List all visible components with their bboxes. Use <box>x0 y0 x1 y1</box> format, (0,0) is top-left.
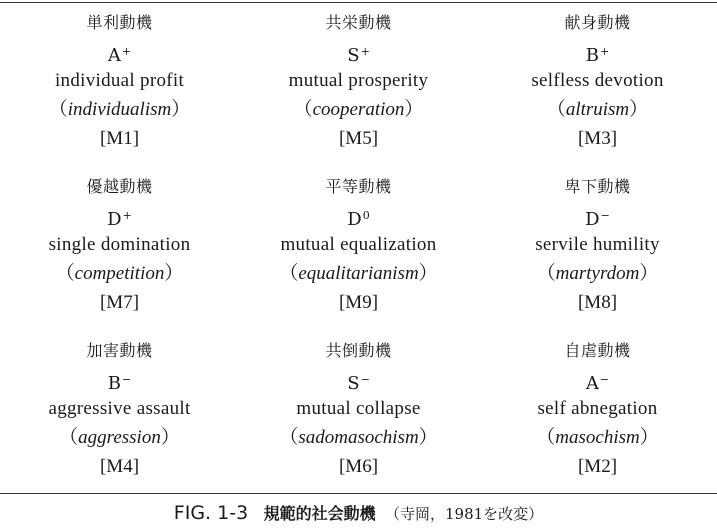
motive-code: [M6] <box>338 456 379 477</box>
motive-category-term: martyrdom <box>555 263 640 284</box>
motive-symbol-sign: − <box>600 209 610 222</box>
motive-symbol-sign: + <box>122 209 132 222</box>
figure-source: （寺岡，1981を改変） <box>385 505 544 523</box>
motive-japanese-name: 加害動機 <box>86 341 153 360</box>
motive-symbol <box>478 365 717 394</box>
motive-symbol <box>478 201 717 230</box>
grid-row <box>0 172 717 336</box>
motive-grid <box>0 8 717 500</box>
motive-code: [M8] <box>577 292 618 313</box>
motive-japanese-name: 共倒動機 <box>325 341 392 360</box>
motive-english-name: selfless devotion <box>531 70 664 91</box>
figure-number: FIG. 1-3 <box>173 502 249 524</box>
motive-category: （equalitarianism） <box>279 263 438 284</box>
motive-category-term: aggression <box>78 427 161 448</box>
motive-code: [M9] <box>338 292 379 313</box>
motive-symbol-letter: A <box>585 373 599 394</box>
motive-symbol-sign: − <box>360 373 370 386</box>
motive-english-name: mutual collapse <box>296 398 421 419</box>
motive-cell <box>478 336 717 500</box>
motive-category-term: sadomasochism <box>298 427 419 448</box>
bottom-rule <box>0 493 717 494</box>
motive-cell <box>478 8 717 172</box>
motive-symbol-letter: A <box>107 45 121 66</box>
motive-category: （martyrdom） <box>536 263 659 284</box>
motive-category-term: masochism <box>555 427 640 448</box>
motive-code-value: M9 <box>345 292 372 313</box>
motive-english-name: aggressive assault <box>48 398 191 419</box>
motive-symbol-letter: D <box>585 209 600 230</box>
motive-symbol-letter: S <box>347 373 360 394</box>
figure-title: 規範的社会動機 <box>263 504 376 523</box>
motive-symbol-letter: B <box>585 45 599 66</box>
motive-symbol <box>239 365 478 394</box>
motive-category: （cooperation） <box>293 99 424 120</box>
motive-category: （competition） <box>55 263 184 284</box>
motive-english-name: mutual prosperity <box>288 70 429 91</box>
motive-symbol <box>239 201 478 230</box>
motive-code-value: M1 <box>106 128 133 149</box>
motive-english-name: individual profit <box>54 70 185 91</box>
motive-category: （altruism） <box>546 99 649 120</box>
motive-japanese-name: 献身動機 <box>564 13 631 32</box>
motive-category: （masochism） <box>536 427 659 448</box>
motive-code: [M4] <box>99 456 140 477</box>
motive-symbol <box>239 37 478 66</box>
motive-english-name: self abnegation <box>537 398 658 419</box>
motive-symbol-letter: D <box>347 209 362 230</box>
motive-code-value: M5 <box>345 128 372 149</box>
motive-category: （individualism） <box>48 99 191 120</box>
motive-cell <box>0 172 239 336</box>
motive-japanese-name: 単利動機 <box>86 13 153 32</box>
motive-cell <box>0 8 239 172</box>
motive-category-term: cooperation <box>312 99 405 120</box>
motive-code: [M2] <box>577 456 618 477</box>
motive-code: [M1] <box>99 128 140 149</box>
motive-cell <box>239 8 478 172</box>
motive-japanese-name: 優越動機 <box>86 177 153 196</box>
motive-symbol-sign: 0 <box>362 209 370 222</box>
motive-symbol-sign: + <box>360 45 370 58</box>
motive-symbol <box>0 365 239 394</box>
motive-cell <box>0 336 239 500</box>
motive-code: [M5] <box>338 128 379 149</box>
motive-japanese-name: 平等動機 <box>325 177 392 196</box>
motive-japanese-name: 自虐動機 <box>564 341 631 360</box>
grid-row <box>0 8 717 172</box>
motive-english-name: mutual equalization <box>280 234 437 255</box>
motive-symbol-sign: + <box>600 45 610 58</box>
motive-symbol <box>0 37 239 66</box>
figure-caption <box>0 501 717 524</box>
motive-cell <box>239 172 478 336</box>
motive-category-term: individualism <box>67 99 172 120</box>
motive-cell <box>478 172 717 336</box>
motive-category: （aggression） <box>59 427 180 448</box>
motive-symbol-letter: B <box>107 373 121 394</box>
motive-code: [M3] <box>577 128 618 149</box>
top-rule <box>0 2 717 3</box>
motive-cell <box>239 336 478 500</box>
motive-code-value: M4 <box>106 456 133 477</box>
motive-symbol-letter: S <box>347 45 360 66</box>
motive-symbol-letter: D <box>107 209 122 230</box>
motive-category: （sadomasochism） <box>279 427 438 448</box>
motive-code-value: M8 <box>584 292 611 313</box>
motive-symbol-sign: + <box>121 45 132 58</box>
motive-code-value: M6 <box>345 456 372 477</box>
motive-symbol <box>478 37 717 66</box>
motive-symbol-sign: − <box>599 373 610 386</box>
motive-code-value: M7 <box>106 292 133 313</box>
motive-english-name: servile humility <box>535 234 660 255</box>
motive-symbol <box>0 201 239 230</box>
motive-category-term: competition <box>74 263 165 284</box>
motive-category-term: altruism <box>565 99 630 120</box>
motive-category-term: equalitarianism <box>298 263 419 284</box>
motive-japanese-name: 共栄動機 <box>325 13 392 32</box>
grid-row <box>0 336 717 500</box>
motive-symbol-sign: − <box>122 373 132 386</box>
motive-japanese-name: 卑下動機 <box>564 177 631 196</box>
motive-code-value: M2 <box>584 456 611 477</box>
motive-english-name: single domination <box>48 234 191 255</box>
motive-code: [M7] <box>99 292 140 313</box>
motive-code-value: M3 <box>584 128 611 149</box>
